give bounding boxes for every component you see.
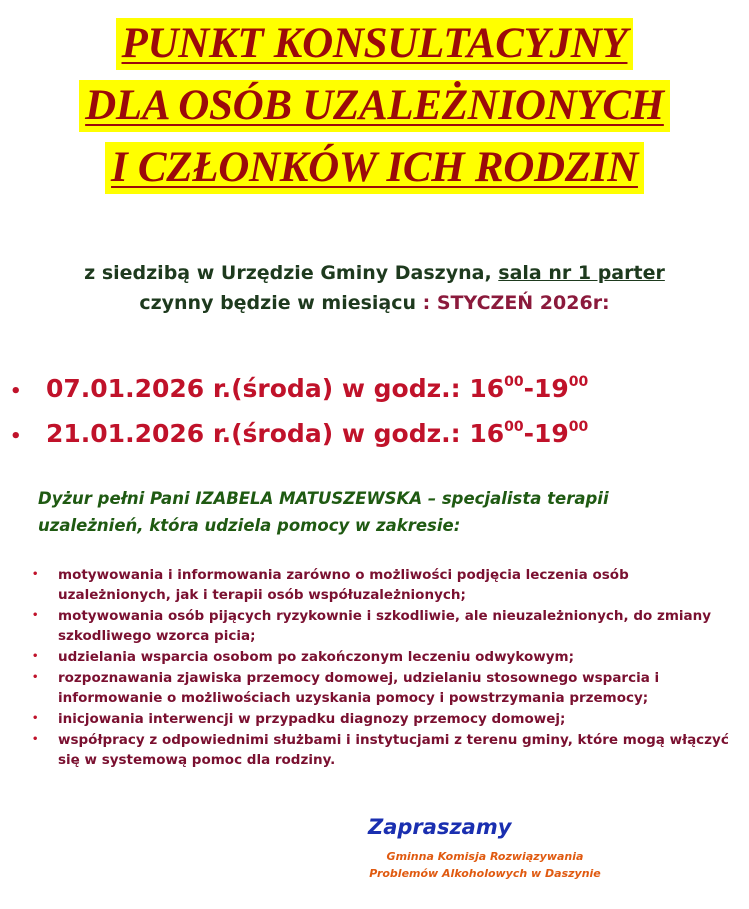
committee-signature: [355, 848, 615, 882]
bullet-icon: •: [10, 381, 22, 402]
duty-paragraph: Dyżur pełni Pani IZABELA MATUSZEWSKA – specjalista terapii uzależnień, która udziela pomocy w zakresie:: [38, 489, 609, 535]
bullet-icon: •: [32, 672, 39, 683]
help-item: • inicjowania interwencji w przypadku diagnozy przemocy domowej;: [32, 711, 566, 727]
address-location: z siedzibą w Urzędzie Gminy Daszyna,: [84, 262, 499, 284]
bullet-icon: •: [32, 713, 39, 724]
help-item: • współpracy z odpowiednimi służbami i instytucjami z terenu gminy, które mogą włączyć się w systemową pomoc dla rodziny.: [32, 732, 729, 768]
title-line-3: I CZŁONKÓW ICH RODZIN: [105, 142, 644, 194]
address-line-1: [0, 258, 749, 288]
help-list: [30, 565, 730, 771]
bullet-icon: •: [32, 610, 39, 621]
date-item: [10, 413, 740, 458]
help-item: • motywowania osób pijących ryzykownie i szkodliwie, ale nieuzależnionych, do zmiany szkodliwego wzorca picia;: [32, 608, 712, 644]
address-block: [0, 258, 749, 318]
bullet-icon: •: [10, 426, 22, 447]
committee-line-1: Gminna Komisja Rozwiązywania: [386, 850, 584, 863]
title-line-2: DLA OSÓB UZALEŻNIONYCH: [79, 80, 670, 132]
help-item: • motywowania i informowania zarówno o możliwości podjęcia leczenia osób uzależnionych, jak i terapii osób współuzależnionych;: [32, 567, 629, 603]
date-text: 07.01.2026 r.(środa) w godz.: $16^{00}-19^{00}$: [46, 374, 589, 403]
bullet-icon: •: [32, 734, 39, 745]
address-month: : STYCZEŃ 2026r:: [422, 292, 610, 314]
address-room: sala nr 1 parter: [498, 262, 665, 284]
invite-text: Zapraszamy: [368, 815, 512, 839]
bullet-icon: •: [32, 569, 39, 580]
title-block: [0, 18, 749, 204]
bullet-icon: •: [32, 651, 39, 662]
committee-line-2: Problemów Alkoholowych w Daszynie: [369, 867, 601, 880]
address-open-text: czynny będzie w miesiącu: [139, 292, 423, 314]
date-item: [10, 368, 740, 413]
date-text: 21.01.2026 r.(środa) w godz.: $16^{00}-19^{00}$: [46, 419, 589, 448]
help-item: • rozpoznawania zjawiska przemocy domowej, udzielaniu stosownego wsparcia i informowanie o możliwościach uzyskania pomocy i powstrzymania przemocy;: [32, 670, 660, 706]
title-line-1: PUNKT KONSULTACYJNY: [116, 18, 634, 70]
address-line-2: [0, 288, 749, 318]
dates-list: [10, 368, 740, 458]
help-item: • udzielania wsparcia osobom po zakończonym leczeniu odwykowym;: [32, 649, 574, 665]
